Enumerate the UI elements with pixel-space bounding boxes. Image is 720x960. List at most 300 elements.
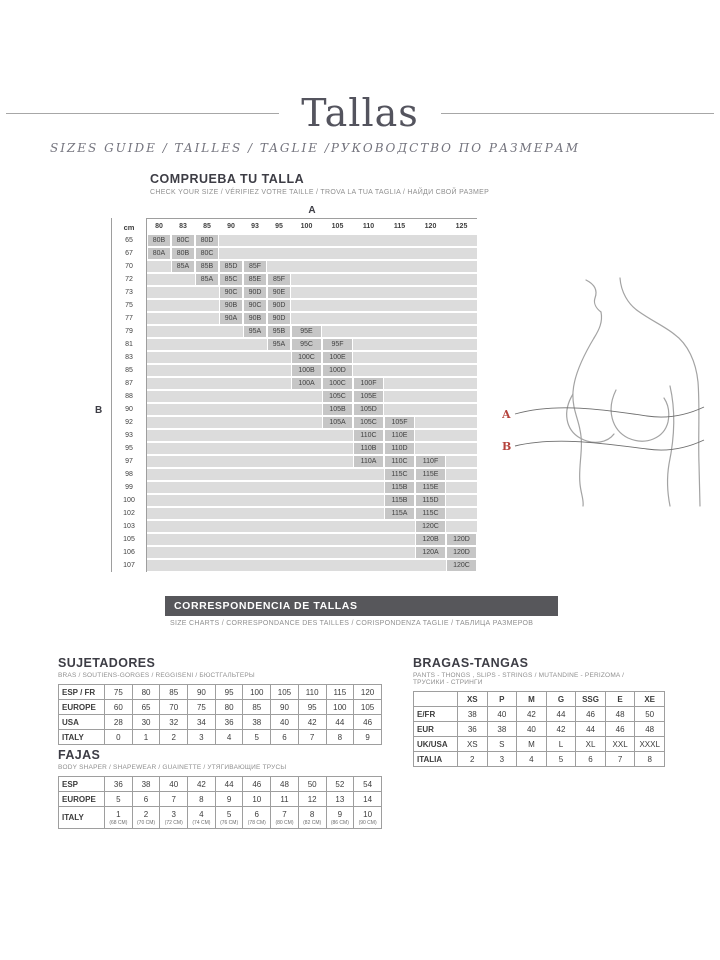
size-cell: 120D [446,534,477,545]
underbust-row-label: 97 [111,455,147,468]
empty-cell [353,352,384,363]
size-cell: 115D [415,495,446,506]
empty-cell [147,339,171,350]
size-matrix [95,205,477,572]
empty-cell [353,326,384,337]
empty-cell [415,404,446,415]
empty-cell [353,560,384,571]
value-cell: 38 [487,722,517,737]
size-cell: 80D [195,235,219,246]
value-cell: 7 [605,752,635,767]
empty-cell [219,508,243,519]
empty-cell [353,339,384,350]
empty-cell [219,365,243,376]
underbust-row-label: 90 [111,403,147,416]
check-size-subheading: CHECK YOUR SIZE / VÉRIFIEZ VOTRE TAILLE / TROVA LA TUA TAGLIA / НАЙДИ СВОЙ РАЗМЕР [150,189,490,196]
size-cell: 80A [147,248,171,259]
underbust-row-label: 83 [111,351,147,364]
empty-cell [219,443,243,454]
empty-cell [291,300,322,311]
empty-cell [219,469,243,480]
empty-cell [353,248,384,259]
value-cell: 48 [605,707,635,722]
empty-cell [267,235,291,246]
value-cell: 28 [105,715,133,730]
value-cell: 48 [271,777,299,792]
value-cell: 36 [458,722,488,737]
matrix-row [111,260,477,273]
matrix-row-cells [147,443,477,454]
value-cell: 80 [215,700,243,715]
title-rule-left [6,113,279,114]
matrix-row-cells [147,417,477,428]
empty-cell [147,456,171,467]
value-cell: G [546,692,576,707]
empty-cell [147,313,171,324]
bust-column-header: 93 [251,223,259,230]
empty-cell [171,339,195,350]
empty-cell [384,534,415,545]
value-cell: 42 [298,715,326,730]
empty-cell [384,365,415,376]
size-cell: 105A [322,417,353,428]
empty-cell [195,339,219,350]
empty-cell [415,339,446,350]
empty-cell [446,404,477,415]
underbust-row-label: 95 [111,442,147,455]
value-cell: 2 [458,752,488,767]
empty-cell [267,456,291,467]
matrix-row [111,468,477,481]
matrix-row-cells [147,378,477,389]
empty-cell [415,417,446,428]
size-cell: 100D [322,365,353,376]
value-cell: 9 [215,792,243,807]
matrix-row-cells [147,547,477,558]
empty-cell [446,508,477,519]
size-cell: 100C [291,352,322,363]
check-size-section [150,172,489,196]
value-cell: 7 [298,730,326,745]
value-cell: S [487,737,517,752]
table-row [59,792,382,807]
underbust-row-label: 92 [111,416,147,429]
empty-cell [171,521,195,532]
empty-cell [171,287,195,298]
size-cell: 110B [353,443,384,454]
value-cell: 8 [326,730,354,745]
empty-cell [384,274,415,285]
size-cell: 120D [446,547,477,558]
matrix-row-cells [147,339,477,350]
empty-cell [219,456,243,467]
size-cell: 95A [267,339,291,350]
matrix-row-cells [147,313,477,324]
matrix-row-cells [147,404,477,415]
empty-cell [446,521,477,532]
size-cell: 115B [384,482,415,493]
value-cell [215,807,243,829]
underbust-row-label: 67 [111,247,147,260]
size-number: 9 [337,809,343,819]
size-cell: 115C [384,469,415,480]
matrix-row [111,377,477,390]
empty-cell [195,495,219,506]
table-row [414,707,665,722]
empty-cell [219,248,243,259]
matrix-row [111,234,477,247]
empty-cell [291,235,322,246]
empty-cell [147,482,171,493]
size-cell: 90A [219,313,243,324]
size-cell: 85D [219,261,243,272]
value-cell: XS [458,692,488,707]
empty-cell [195,391,219,402]
underbust-row-label: 98 [111,468,147,481]
row-label: EUR [414,722,458,737]
bust-column-header: 80 [155,223,163,230]
shapewear-heading: FAJAS [58,748,101,762]
empty-cell [291,313,322,324]
empty-cell [384,248,415,259]
matrix-row-cells [147,287,477,298]
value-cell: 5 [243,730,271,745]
empty-cell [243,339,267,350]
matrix-row-cells [147,469,477,480]
value-cell: 32 [160,715,188,730]
empty-cell [267,482,291,493]
underbust-row-label: 77 [111,312,147,325]
underbust-row-label: 107 [111,559,147,572]
empty-cell [353,521,384,532]
empty-cell [446,391,477,402]
empty-cell [243,508,267,519]
empty-cell [171,547,195,558]
empty-cell [147,365,171,376]
empty-cell [171,482,195,493]
empty-cell [446,235,477,246]
empty-cell [267,378,291,389]
empty-cell [171,469,195,480]
value-cell: 44 [576,722,606,737]
empty-cell [147,560,171,571]
size-cell: 85F [243,261,267,272]
matrix-row [111,507,477,520]
empty-cell [267,417,291,428]
value-cell: 50 [298,777,326,792]
empty-cell [267,443,291,454]
value-cell: 46 [576,707,606,722]
bust-column-header: 85 [203,223,211,230]
bust-axis-label: A [308,205,316,216]
bust-column-headers [147,218,477,234]
empty-cell [147,469,171,480]
empty-cell [243,521,267,532]
empty-cell [353,547,384,558]
matrix-row-cells [147,274,477,285]
underbust-row-label: 105 [111,533,147,546]
size-cell: 80C [195,248,219,259]
row-label: EUROPE [59,700,105,715]
size-cm-note: (80 CM) [275,819,294,826]
empty-cell [267,430,291,441]
page-subtitle: SIZES GUIDE / TAILLES / TAGLIE /РУКОВОДСТВО ПО РАЗМЕРАМ [49,141,581,155]
empty-cell [195,417,219,428]
empty-cell [322,430,353,441]
panties-table [413,691,665,767]
table-row [59,777,382,792]
empty-cell [446,352,477,363]
empty-cell [195,508,219,519]
table-row [414,737,665,752]
size-cell: 115C [415,508,446,519]
empty-cell [322,508,353,519]
empty-cell [147,521,171,532]
underbust-row-label: 88 [111,390,147,403]
size-cell: 80B [171,248,195,259]
size-cell: 90C [243,300,267,311]
empty-cell [291,274,322,285]
size-cell: 95E [291,326,322,337]
value-cell: 0 [105,730,133,745]
value-cell: 40 [487,707,517,722]
size-number: 2 [143,809,149,819]
panties-section [413,656,665,767]
empty-cell [446,313,477,324]
empty-cell [219,534,243,545]
empty-cell [353,482,384,493]
empty-cell [195,534,219,545]
size-number: 6 [254,809,259,819]
empty-cell [195,430,219,441]
bras-heading: SUJETADORES [58,656,156,670]
empty-cell [353,235,384,246]
empty-cell [322,547,353,558]
empty-cell [171,352,195,363]
table-row [59,715,382,730]
empty-cell [291,482,322,493]
empty-cell [147,300,171,311]
size-cell: 95B [267,326,291,337]
empty-cell [219,521,243,532]
value-cell: 60 [105,700,133,715]
size-cell: 90B [219,300,243,311]
value-cell: 3 [188,730,216,745]
empty-cell [446,495,477,506]
size-cell: 100C [322,378,353,389]
underbust-row-label: 102 [111,507,147,520]
empty-cell [267,248,291,259]
value-cell: 70 [160,700,188,715]
value-cell: 44 [546,707,576,722]
size-cell: 80C [171,235,195,246]
empty-cell [267,495,291,506]
empty-cell [446,430,477,441]
empty-cell [243,482,267,493]
empty-cell [322,261,353,272]
empty-cell [267,391,291,402]
value-cell: 34 [188,715,216,730]
empty-cell [267,560,291,571]
empty-cell [384,326,415,337]
empty-cell [243,547,267,558]
matrix-row-cells [147,261,477,272]
empty-cell [219,547,243,558]
size-cell: 90C [219,287,243,298]
underbust-row-label: 99 [111,481,147,494]
value-cell [160,807,188,829]
empty-cell [291,521,322,532]
value-cell: E [605,692,635,707]
size-number: 1 [116,809,121,819]
size-cell: 90D [243,287,267,298]
value-cell: 85 [243,700,271,715]
value-cell: 1 [132,730,160,745]
value-cell: 8 [188,792,216,807]
size-cell: 100F [353,378,384,389]
matrix-row [111,312,477,325]
underbust-row-label: 70 [111,260,147,273]
bust-column-header: 95 [275,223,283,230]
matrix-row-cells [147,300,477,311]
size-cell: 105B [322,404,353,415]
empty-cell [415,300,446,311]
table-row [414,692,665,707]
empty-cell [219,417,243,428]
size-cm-note: (82 CM) [303,819,322,826]
bust-column-header: 110 [362,223,375,230]
value-cell: P [487,692,517,707]
empty-cell [267,534,291,545]
empty-cell [353,508,384,519]
empty-cell [291,417,322,428]
empty-cell [384,521,415,532]
value-cell: 44 [215,777,243,792]
value-cell: 40 [517,722,547,737]
empty-cell [291,508,322,519]
table-row [59,700,382,715]
size-cell: 85E [243,274,267,285]
underbust-row-label: 73 [111,286,147,299]
value-cell: 9 [354,730,382,745]
panties-heading: BRAGAS-TANGAS [413,656,529,670]
empty-cell [322,274,353,285]
matrix-row [111,299,477,312]
value-cell: 110 [298,685,326,700]
matrix-row [111,247,477,260]
empty-cell [291,547,322,558]
empty-cell [384,235,415,246]
empty-cell [219,404,243,415]
empty-cell [243,430,267,441]
empty-cell [415,365,446,376]
bust-column-header: 125 [455,223,468,230]
bust-column-header: 90 [227,223,235,230]
size-charts-banner-subtitle: SIZE CHARTS / CORRESPONDANCE DES TAILLES / CORISPONDENZA TAGLIE / ТАБЛИЦА РАЗМЕРОВ [170,620,534,627]
matrix-row [111,455,477,468]
empty-cell [446,274,477,285]
empty-cell [446,469,477,480]
empty-cell [243,248,267,259]
row-label: ESP [59,777,105,792]
empty-cell [415,248,446,259]
empty-cell [384,391,415,402]
empty-cell [195,456,219,467]
size-cell: 115B [384,495,415,506]
empty-cell [415,378,446,389]
empty-cell [243,352,267,363]
value-cell: 105 [271,685,299,700]
matrix-row [111,481,477,494]
empty-cell [243,235,267,246]
illustration-a-label: A [502,408,511,421]
value-cell: 90 [271,700,299,715]
value-cell: 13 [326,792,354,807]
underbust-row-label: 65 [111,234,147,247]
value-cell [271,807,299,829]
empty-cell [384,300,415,311]
empty-cell [195,482,219,493]
empty-cell [171,495,195,506]
empty-cell [353,300,384,311]
size-cm-note: (68 CM) [109,819,128,826]
value-cell: 120 [354,685,382,700]
empty-cell [384,378,415,389]
shapewear-section [58,748,382,829]
matrix-row-cells [147,456,477,467]
empty-cell [171,326,195,337]
matrix-row-cells [147,352,477,363]
matrix-row [111,494,477,507]
empty-cell [291,560,322,571]
empty-cell [322,482,353,493]
empty-cell [243,417,267,428]
empty-cell [322,469,353,480]
empty-cell [322,313,353,324]
empty-cell [322,443,353,454]
value-cell: 80 [132,685,160,700]
empty-cell [322,521,353,532]
matrix-row-cells [147,560,477,571]
row-label [414,692,458,707]
empty-cell [171,300,195,311]
value-cell: 38 [243,715,271,730]
empty-cell [384,547,415,558]
empty-cell [291,404,322,415]
empty-cell [291,391,322,402]
value-cell: 6 [576,752,606,767]
size-cell: 120C [446,560,477,571]
empty-cell [291,287,322,298]
empty-cell [291,443,322,454]
value-cell: SSG [576,692,606,707]
size-cell: 105D [353,404,384,415]
empty-cell [446,456,477,467]
empty-cell [446,417,477,428]
empty-cell [291,469,322,480]
value-cell: 10 [243,792,271,807]
empty-cell [171,430,195,441]
matrix-row [111,533,477,546]
size-cell: 95A [243,326,267,337]
empty-cell [219,326,243,337]
empty-cell [243,378,267,389]
matrix-row-cells [147,430,477,441]
underbust-row-label: 103 [111,520,147,533]
empty-cell [291,261,322,272]
value-cell: 4 [215,730,243,745]
value-cell: 12 [298,792,326,807]
